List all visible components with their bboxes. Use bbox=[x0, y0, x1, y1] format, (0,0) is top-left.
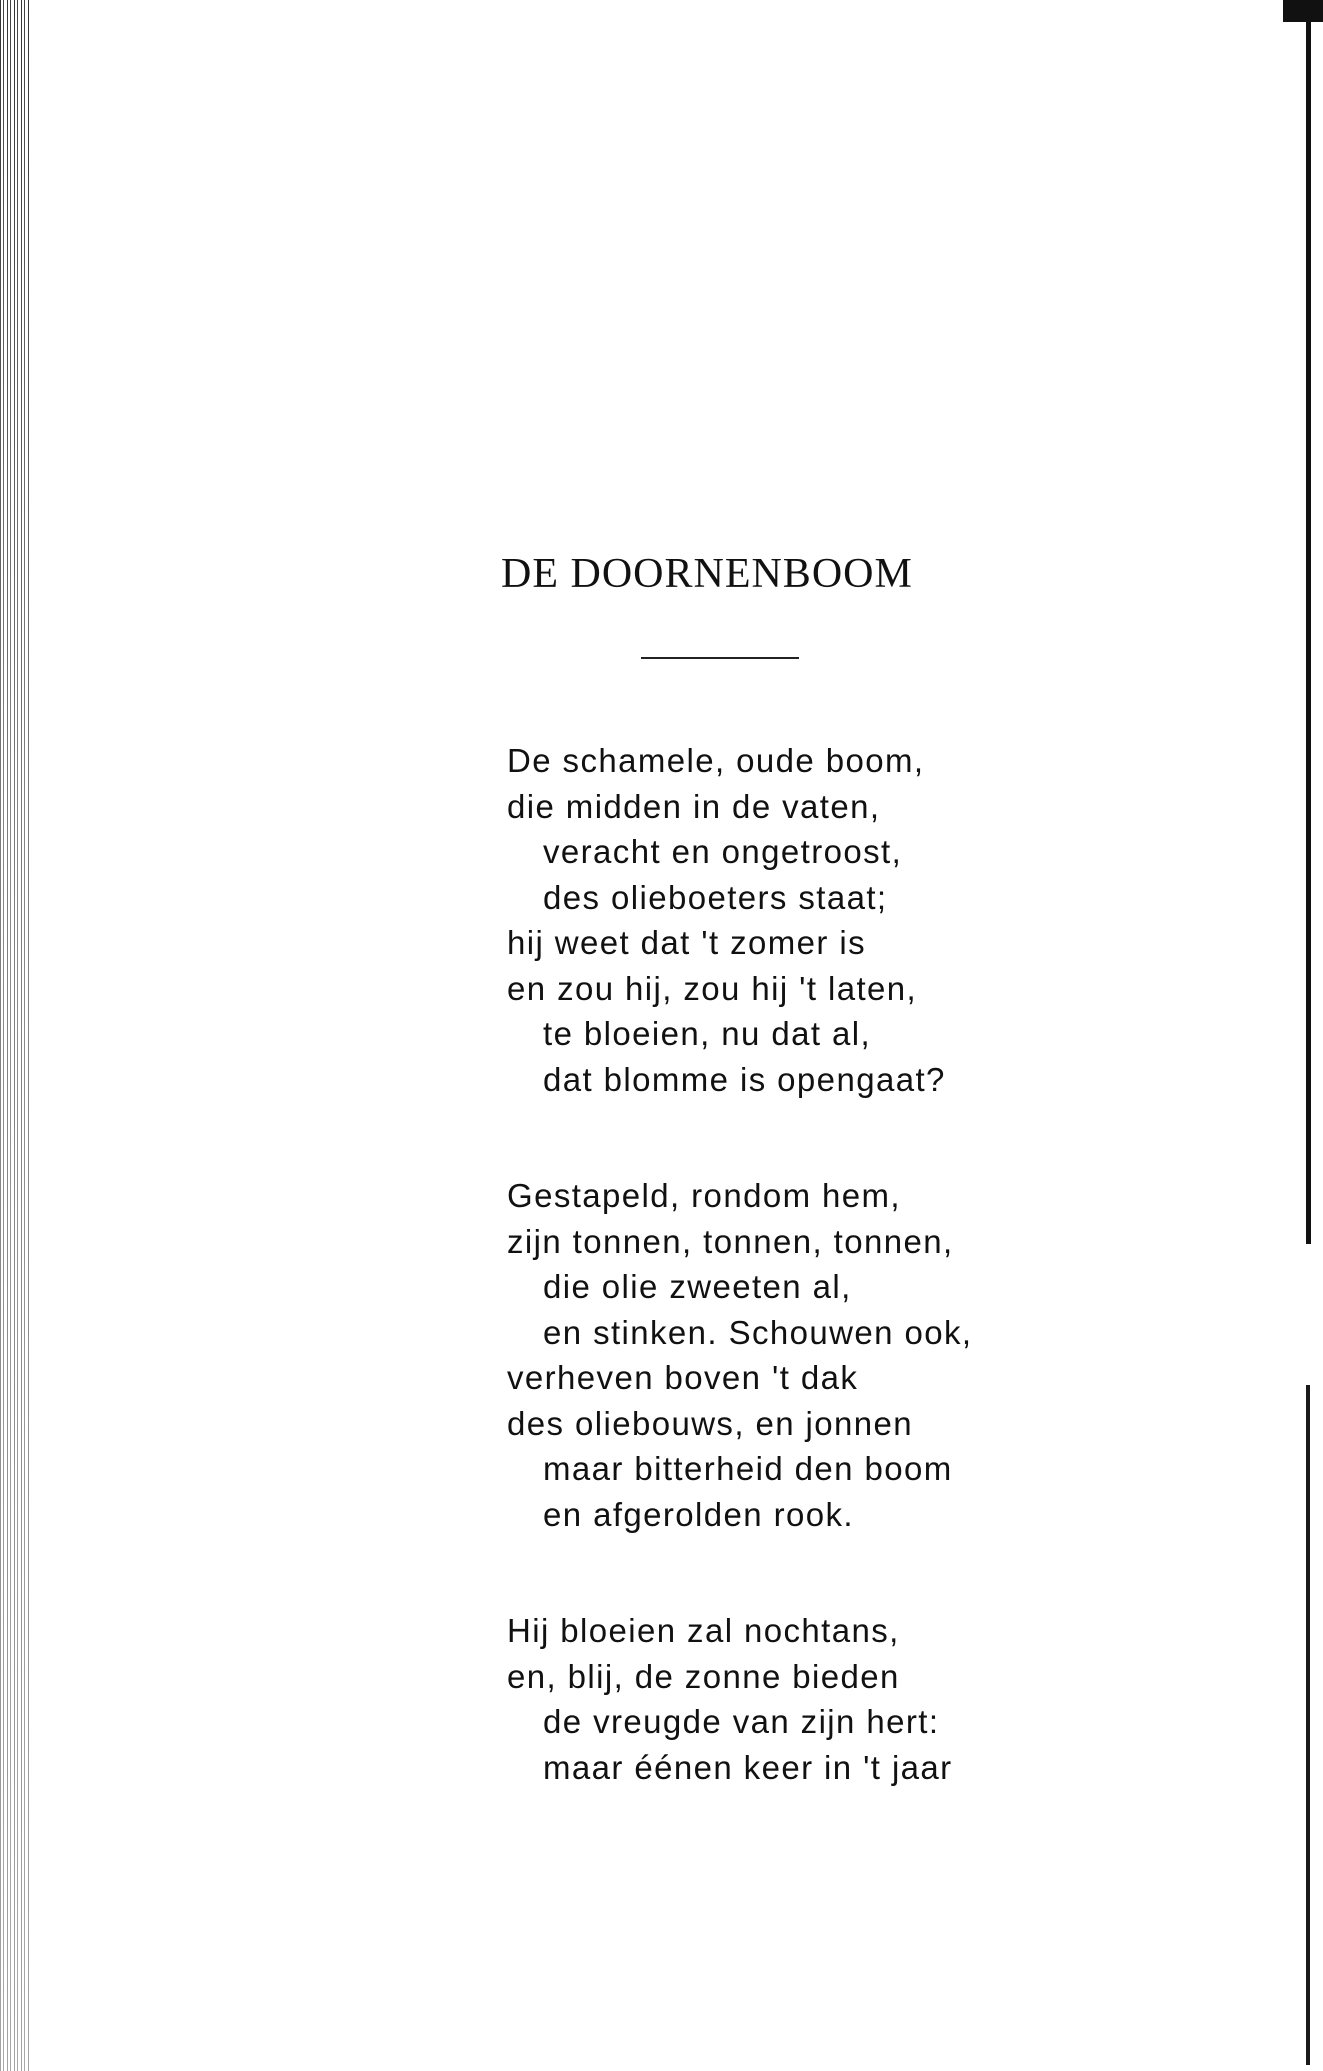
poem-line: die olie zweeten al, bbox=[543, 1268, 852, 1305]
poem-line: dat blomme is opengaat? bbox=[543, 1060, 946, 1098]
poem-line: Gestapeld, rondom hem, bbox=[507, 1177, 901, 1214]
poem-line: maar éénen keer in 't jaar bbox=[543, 1748, 953, 1786]
stanza-3 bbox=[507, 1608, 1067, 1790]
page-edge-top-right bbox=[1283, 0, 1323, 22]
poem-line: Hij bloeien zal nochtans, bbox=[507, 1612, 900, 1649]
poem-line: en zou hij, zou hij 't laten, bbox=[507, 969, 918, 1007]
poem-line: des olieboeters staat; bbox=[543, 878, 888, 916]
poem-line: De schamele, oude boom, bbox=[507, 742, 925, 779]
title-divider bbox=[641, 657, 799, 659]
stanza-1 bbox=[507, 738, 1067, 1102]
poem-line: des oliebouws, en jonnen bbox=[507, 1404, 914, 1442]
poem-line: hij weet dat 't zomer is bbox=[507, 924, 867, 961]
poem-line: die midden in de vaten, bbox=[507, 787, 881, 825]
poem-title: DE DOORNENBOOM bbox=[501, 551, 913, 597]
poem-line: te bloeien, nu dat al, bbox=[543, 1015, 872, 1052]
page-binding-edge bbox=[0, 0, 30, 2071]
page-edge-right-upper bbox=[1306, 14, 1311, 1244]
poem-line: verheven boven 't dak bbox=[507, 1359, 859, 1396]
poem-line: zijn tonnen, tonnen, tonnen, bbox=[507, 1222, 954, 1260]
poem-line: de vreugde van zijn hert: bbox=[543, 1703, 940, 1740]
poem-body bbox=[507, 738, 1067, 1861]
stanza-2 bbox=[507, 1173, 1067, 1537]
poem-line: maar bitterheid den boom bbox=[543, 1450, 953, 1487]
poem-line: veracht en ongetroost, bbox=[543, 833, 903, 870]
poem-line: en, blij, de zonne bieden bbox=[507, 1657, 900, 1695]
page-edge-right-lower bbox=[1306, 1385, 1310, 2065]
poem-line: en stinken. Schouwen ook, bbox=[543, 1313, 973, 1351]
poem-line: en afgerolden rook. bbox=[543, 1495, 854, 1533]
